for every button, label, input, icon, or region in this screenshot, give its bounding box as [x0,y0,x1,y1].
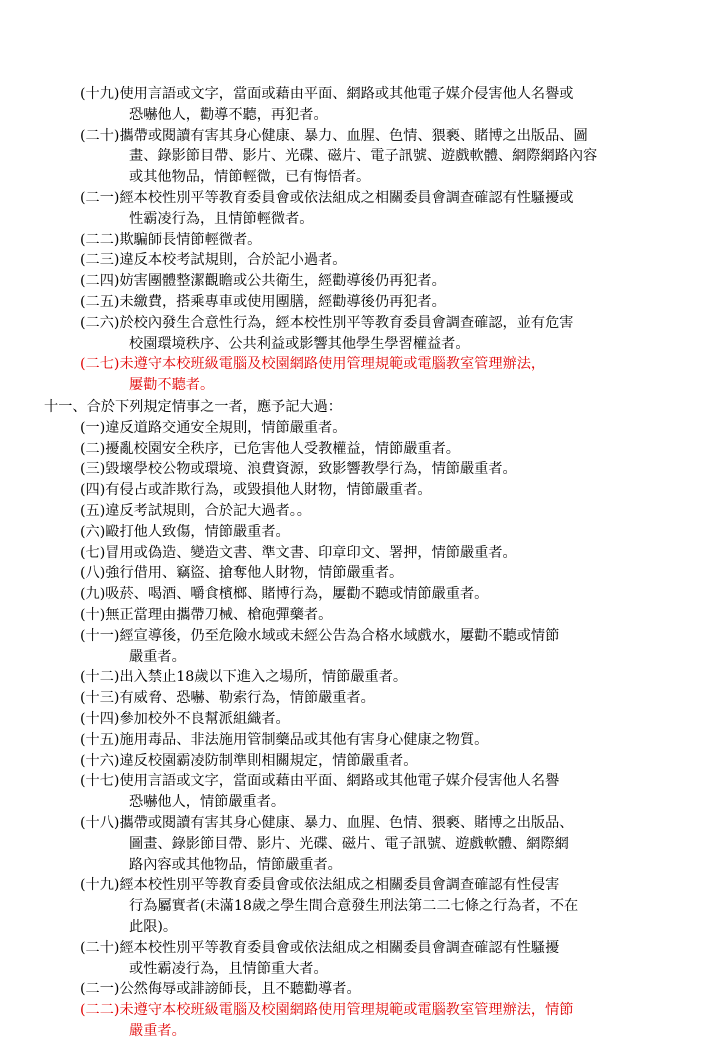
item-text-continued: 校園環境秩序、公共利益或影響其他學生學習權益者。 [129,335,470,352]
item-text: 使用言語或文字，當面或藉由平面、網路或其他電子媒介侵害他人名譽 [119,773,560,790]
item-text: 有威脅、恐嚇、勒索行為，情節嚴重者。 [119,690,375,707]
item-text-continued: 或性霸凌行為，且情節重大者。 [129,960,328,977]
item-text: 有侵占或詐欺行為，或毀損他人財物，情節嚴重者。 [105,482,432,499]
item-text: 違反考試規則，合於記大過者。。 [105,503,311,519]
list-item [80,730,488,750]
item-text: 違反道路交通安全規則，情節嚴重者。 [105,419,347,436]
list-item [80,439,460,459]
list-item [80,667,407,687]
item-text: 冒用或偽造、變造文書、準文書、印章印文、署押，情節嚴重者。 [105,544,517,561]
item-text: 未遵守本校班級電腦及校園網路使用管理規範或電腦教室管理辦法， [119,356,546,373]
item-text: 經宣導後，仍至危險水域或未經公告為合格水域戲水，屢勸不聽或情節 [119,627,560,644]
item-text: 欺騙師長情節輕微者。 [119,231,262,248]
item-number: (二六) [80,314,120,331]
item-text: 經本校性別平等教育委員會或依法組成之相關委員會調查確認有性騷擾或 [119,190,574,206]
item-number: (五) [80,503,106,519]
list-item [80,688,375,708]
item-text: 未繳費，搭乘專車或使用團膳，經勸導後仍再犯者。 [119,294,446,310]
item-text-continued: 或其他物品，情節輕微，已有悔悟者。 [129,169,371,186]
list-item [80,709,290,729]
item-text-continued: 嚴重者。 [129,1023,186,1039]
item-text: 強行借用、竊盜、搶奪他人財物，情節嚴重者。 [105,565,404,582]
item-text: 毀壞學校公物或環境、浪費資源，致影響教學行為，情節嚴重者。 [105,461,517,478]
item-number: (十二) [80,669,120,686]
item-text-continued: 恐嚇他人，勸導不聽，再犯者。 [129,106,328,123]
list-item [80,188,573,208]
list-item [80,813,573,833]
item-text: 攜帶或閱讀有害其身心健康、暴力、血腥、色情、猥褻、賭博之出版品、圖 [119,127,588,144]
item-number: (十八) [80,815,120,831]
item-number: (六) [80,523,106,540]
item-number: (十) [80,607,106,623]
list-item [80,1000,573,1020]
item-number: (二一) [80,981,120,998]
list-item [80,771,559,791]
list-item [80,230,261,250]
list-item [80,354,545,374]
item-text-continued: 畫、錄影節目帶、影片、光碟、磁片、電子訊號、遊戲軟體、網際網路內容 [129,148,598,165]
item-text: 公然侮辱或誹謗師長，且不聽勸導者。 [119,981,361,998]
item-number: (四) [80,482,106,499]
item-number: (二二) [80,231,120,248]
item-number: (二) [80,440,106,457]
section-11-heading: 十一、合於下列規定情事之一者，應予記大過： [44,399,342,415]
list-item [80,313,573,333]
item-text: 妨害團體整潔觀瞻或公共衛生，經勸導後仍再犯者。 [119,273,446,290]
list-item [80,584,488,604]
item-text: 違反本校考試規則，合於記小過者。 [119,252,347,269]
item-number: (二四) [80,273,120,290]
item-text: 經本校性別平等教育委員會或依法組成之相關委員會調查確認有性侵害 [119,877,560,894]
list-item [80,250,346,270]
item-number: (二三) [80,252,120,269]
item-number: (二二) [80,1002,120,1019]
item-text: 攜帶或閱讀有害其身心健康、暴力、血腥、色情、猥褻、賭博之出版品、 [119,815,574,831]
list-item [80,84,573,104]
item-text: 毆打他人致傷，情節嚴重者。 [105,523,290,540]
item-text-continued: 圖畫、錄影節目帶、影片、光碟、磁片、電子訊號、遊戲軟體、網際網 [129,835,569,852]
item-text-continued: 路內容或其他物品，情節嚴重者。 [129,856,342,873]
item-number: (二一) [80,190,120,206]
item-number: (一) [80,419,106,436]
item-number: (十九) [80,877,120,894]
item-number: (八) [80,565,106,582]
item-text: 吸菸、喝酒、嚼食檳榔、賭博行為，屢勸不聽或情節嚴重者。 [105,586,489,603]
item-number: (十五) [80,731,120,748]
list-item [80,979,361,999]
item-number: (二五) [80,294,120,310]
item-number: (九) [80,586,106,603]
list-item [80,605,332,625]
item-text: 於校內發生合意性行為，經本校性別平等教育委員會調查確認，並有危害 [119,314,574,331]
list-item [80,292,446,312]
item-text-continued: 嚴重者。 [129,648,186,665]
item-text: 經本校性別平等教育委員會或依法組成之相關委員會調查確認有性騷擾 [119,939,560,956]
item-text: 未遵守本校班級電腦及校園網路使用管理規範或電腦教室管理辦法，情節 [119,1002,574,1019]
item-text: 參加校外不良幫派組織者。 [119,711,290,727]
item-number: (七) [80,544,106,561]
list-item [80,480,432,500]
item-text: 出入禁止18歲以下進入之場所，情節嚴重者。 [119,669,408,686]
item-text-continued: 性霸凌行為，且情節輕微者。 [129,210,314,227]
item-text-continued: 恐嚇他人，情節嚴重者。 [129,794,286,811]
list-item [80,563,403,583]
item-text-continued: 屢勸不聽者。 [129,377,215,394]
item-text: 施用毒品、非法施用管制藥品或其他有害身心健康之物質。 [119,731,489,748]
item-number: (十六) [80,752,120,769]
item-text: 擾亂校園安全秩序，已危害他人受教權益，情節嚴重者。 [105,440,460,457]
item-number: (十三) [80,690,120,707]
list-item [80,751,417,771]
list-item [80,459,517,479]
item-number: (十一) [80,627,120,644]
item-text: 無正當理由攜帶刀械、槍砲彈藥者。 [105,607,333,623]
list-item [80,875,559,895]
item-text-continued: 行為屬實者(未滿18歲之學生間合意發生刑法第二二七條之行為者，不在 [129,898,579,915]
list-item [80,271,446,291]
list-item [80,626,559,646]
item-number: (二七) [80,356,120,373]
list-item [80,938,559,958]
item-number: (十九) [80,86,120,102]
item-text: 使用言語或文字，當面或藉由平面、網路或其他電子媒介侵害他人名譽或 [119,86,574,102]
item-number: (三) [80,461,106,478]
item-number: (十七) [80,773,120,790]
item-text-continued: 此限)。 [129,919,178,935]
item-number: (二十) [80,127,120,144]
list-item [80,418,346,438]
list-item [80,522,290,542]
item-number: (二十) [80,939,120,956]
list-item [80,501,311,521]
list-item [80,543,517,563]
item-text: 違反校園霸凌防制準則相關規定，情節嚴重者。 [119,752,418,769]
item-number: (十四) [80,711,120,727]
list-item [80,126,588,146]
